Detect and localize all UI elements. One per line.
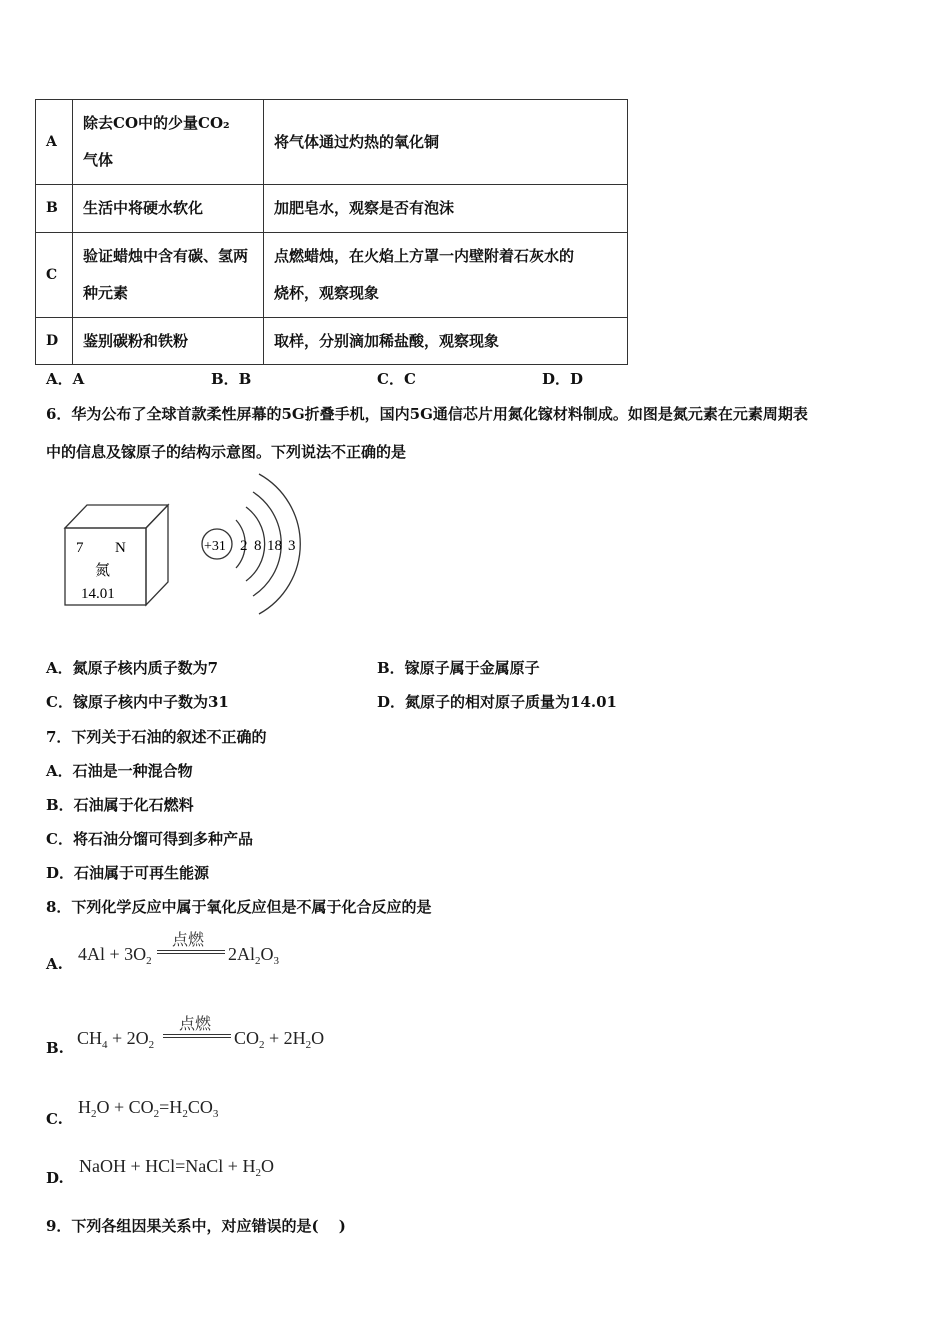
element-number: 7	[76, 540, 84, 556]
row-method: 点燃蜡烛，在火焰上方罩一内壁附着石灰水的 烧杯，观察现象	[264, 233, 628, 318]
options-table	[35, 99, 628, 365]
q8-label-d[interactable]: D.	[46, 1169, 64, 1187]
q9-stem: 9．下列各组因果关系中，对应错误的是( )	[46, 1217, 346, 1235]
q8-equation-b-rhs: $CO_2 + 2H_2O$	[234, 1028, 325, 1051]
row-item: 验证蜡烛中含有碳、氢两 种元素	[73, 233, 264, 318]
row-method: 将气体通过灼热的氧化铜	[264, 100, 628, 185]
q8-label-a[interactable]: A.	[46, 955, 63, 973]
q6-stem-line1: 6．华为公布了全球首款柔性屏幕的5G折叠手机，国内5G通信芯片用氮化镓材料制成。如图是氮元素在元素周期表	[46, 405, 808, 423]
row-letter: C	[36, 233, 73, 318]
choice-d[interactable]: D．D	[542, 370, 584, 388]
row-letter: B	[36, 185, 73, 233]
q6-option-d[interactable]: D．氮原子的相对原子质量为14.01	[377, 693, 617, 711]
element-symbol: N	[115, 540, 126, 556]
q6-stem-line2: 中的信息及镓原子的结构示意图。下列说法不正确的是	[46, 443, 407, 461]
row-item: 生活中将硬水软化	[73, 185, 264, 233]
choice-a[interactable]: A．A	[46, 370, 85, 388]
table-row	[36, 318, 628, 365]
q8-equation-d: NaOH + HCl=NaCl + $H_2O$	[79, 1156, 274, 1179]
q7-option-b[interactable]: B．石油属于化石燃料	[46, 796, 194, 814]
q6-option-a[interactable]: A．氮原子核内质子数为7	[46, 659, 219, 677]
q6-option-b[interactable]: B．镓原子属于金属原子	[377, 659, 540, 677]
row-letter: A	[36, 100, 73, 185]
equals-sign-a	[157, 950, 225, 954]
q8-label-b[interactable]: B.	[46, 1039, 64, 1057]
row-method: 加肥皂水，观察是否有泡沫	[264, 185, 628, 233]
table-row	[36, 185, 628, 233]
choice-b[interactable]: B．B	[211, 370, 252, 388]
q8-label-c[interactable]: C.	[46, 1110, 63, 1128]
shell-count-4: 3	[288, 538, 296, 554]
q8-equation-b-lhs: $CH_4 + 2O_2$	[77, 1028, 155, 1051]
q7-stem: 7．下列关于石油的叙述不正确的	[46, 728, 267, 746]
nucleus-charge: +31	[204, 539, 226, 554]
element-mass: 14.01	[81, 586, 115, 602]
row-letter: D	[36, 318, 73, 365]
q7-option-c[interactable]: C．将石油分馏可得到多种产品	[46, 830, 253, 848]
q8-condition-a: 点燃	[172, 930, 205, 949]
shell-count-1: 2	[240, 538, 248, 554]
q8-equation-a-lhs: $4Al + 3O_2$	[78, 944, 152, 967]
shell-count-3: 18	[267, 538, 282, 554]
q7-option-d[interactable]: D．石油属于可再生能源	[46, 864, 210, 882]
table-row	[36, 100, 628, 185]
q6-figure	[60, 470, 310, 620]
row-item: 鉴别碳粉和铁粉	[73, 318, 264, 365]
q8-equation-a-rhs: $2Al_2O_3$	[228, 944, 279, 967]
q8-stem: 8．下列化学反应中属于氧化反应但是不属于化合反应的是	[46, 898, 432, 916]
equals-sign-b	[163, 1034, 231, 1038]
q8-condition-b: 点燃	[179, 1014, 212, 1033]
choice-c[interactable]: C．C	[377, 370, 416, 388]
shell-count-2: 8	[254, 538, 262, 554]
q7-option-a[interactable]: A．石油是一种混合物	[46, 762, 193, 780]
q6-option-c[interactable]: C．镓原子核内中子数为31	[46, 693, 229, 711]
row-method: 取样，分别滴加稀盐酸，观察现象	[264, 318, 628, 365]
element-name: 氮	[95, 561, 111, 579]
table-row	[36, 233, 628, 318]
q8-equation-c: $H_2O + CO_2=H_2CO_3$	[78, 1097, 219, 1120]
row-item: 除去CO中的少量CO₂ 气体	[73, 100, 264, 185]
